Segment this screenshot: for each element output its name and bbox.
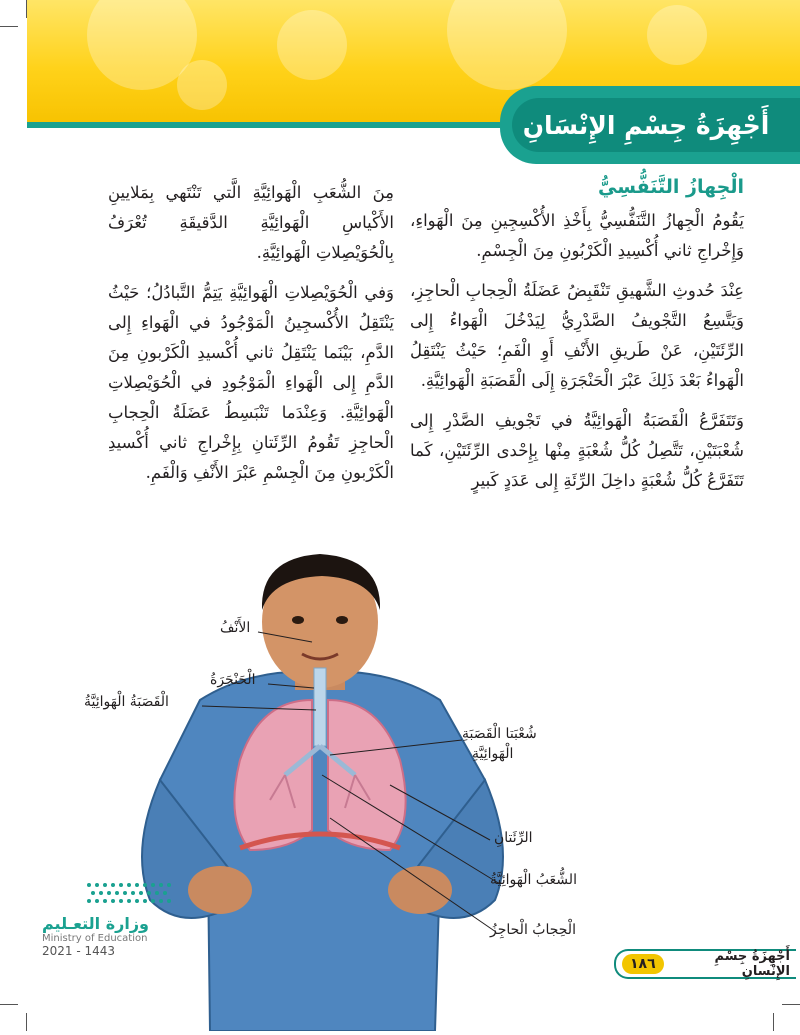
boy-illustration [90, 550, 550, 1031]
crop-mark [773, 1013, 774, 1031]
label-bronchioles: الشُّعَبُ الْهَوائِيَّةُ [490, 872, 577, 888]
left-hand [188, 866, 252, 914]
title-tab [500, 86, 800, 164]
paragraph: يَقُومُ الْجِهازُ التَّنَفُّسِيُّ بِأَخْذِ الأُكْسِجِينِ مِنَ الْهَواءِ، وَإِخْراجِ ثاني أُكْسِيدِ الْكَرْبُونِ مِنَ الْجِسْمِ. [410, 211, 744, 260]
crop-mark [782, 1004, 800, 1005]
label-trachea: الْقَصَبَةُ الْهَوائِيَّةُ [84, 694, 169, 710]
crop-mark [0, 26, 18, 27]
ministry-year: 2021 - 1443 [42, 944, 116, 958]
label-nose: الأَنْفُ [220, 620, 251, 636]
ministry-name-english: Ministry of Education [42, 933, 148, 944]
crop-mark [26, 1013, 27, 1031]
page-number: ١٨٦ [622, 954, 664, 974]
label-lungs: الرِّئَتانِ [494, 830, 533, 846]
section-heading: الْجِهازُ التَّنَفُّسِيُّ [598, 176, 744, 198]
label-larynx: الْحَنْجَرَةُ [210, 672, 256, 688]
label-bronchi-line2: الْهَوائِيَّةِ [472, 746, 514, 762]
ministry-logo-icon [85, 880, 177, 906]
footer-title: أَجْهِزَةُ جِسْمِ الإِنْسانِ [714, 949, 790, 979]
right-hand [388, 866, 452, 914]
paragraph: عِنْدَ حُدوثِ الشَّهيقِ تَنْقَبِضُ عَضَلَةُ الْحِجابِ الْحاجِزِ، وَيَتَّسِعُ التَّجْويفُ الصَّدْرِيُّ لِيَدْخُلَ الْهَواءُ إِلى الرِّئَتَيْنِ، عَنْ طَريقِ الأَنْفِ أَوِ الْفَمِ؛ حَيْثُ يَنْتَقِلُ الْهَواءُ بَعْدَ ذَلِكَ عَبْرَ الْحَنْجَرَةِ إِلَى الْقَصَبَةِ الْهَوائِيَّةِ. [410, 281, 744, 390]
paragraph: مِنَ الشُّعَبِ الْهَوائِيَّةِ الَّتي تَنْتَهي بِمَلايينِ الأَكْياسِ الْهَوائِيَّةِ الدَّقيقَةِ تُعْرَفُ بِالْحُوَيْصِلاتِ الْهَوائِيَّةِ. [108, 183, 394, 262]
crop-mark [0, 1004, 18, 1005]
page-title: أَجْهِزَةُ جِسْمِ الإِنْسَانِ [522, 110, 770, 140]
label-bronchi-line1: شُعْبَتا الْقَصَبَةِ [462, 726, 537, 742]
left-column [108, 178, 394, 498]
paragraph: وَتَتَفَرَّعُ الْقَصَبَةُ الْهَوائِيَّةُ في تَجْويفِ الصَّدْرِ إِلى شُعْبَتَيْنِ، تَتَّصِلُ كُلُّ شُعْبَةٍ مِنْها بِإِحْدى الرِّئَتَيْنِ، كَما تَتَفَرَّعُ كُلُّ شُعْبَةٍ داخِلَ الرِّئَةِ إِلى عَدَدٍ كَبيرٍ [410, 411, 744, 490]
trachea [314, 668, 326, 746]
ministry-name-arabic: وزارة التعـليم [42, 914, 149, 933]
footer-label [614, 949, 796, 979]
paragraph: وَفي الْحُوَيْصِلاتِ الْهَوائِيَّةِ يَتِمُّ التَّبادُلُ؛ حَيْثُ يَنْتَقِلُ الأُكْسجِينُ الْمَوْجُودُ في الْهَواءِ إِلى الدَّمِ، بَيْنَما يَنْتَقِلُ ثاني أُكْسيدِ الْكَرْبونِ مِنَ الدَّمِ إِلى الْهَواءِ الْمَوْجُودِ في الْحُوَيْصِلاتِ الْهَوائِيَّةِ. وَعِنْدَما تَنْبَسِطُ عَضَلَةُ الْحِجابِ الْحاجِزِ تَقُومُ الرِّئَتانِ بِإِخْراجِ ثاني أُكْسيدِ الْكَرْبونِ مِنَ الْجِسْمِ عَبْرَ الأَنْفِ وَالْفَمِ. [108, 283, 394, 482]
ministry-logo [42, 914, 149, 958]
right-column [410, 172, 744, 506]
label-diaphragm: الْحِجابُ الْحاجِزُ [490, 922, 576, 938]
respiratory-figure [84, 550, 577, 1031]
